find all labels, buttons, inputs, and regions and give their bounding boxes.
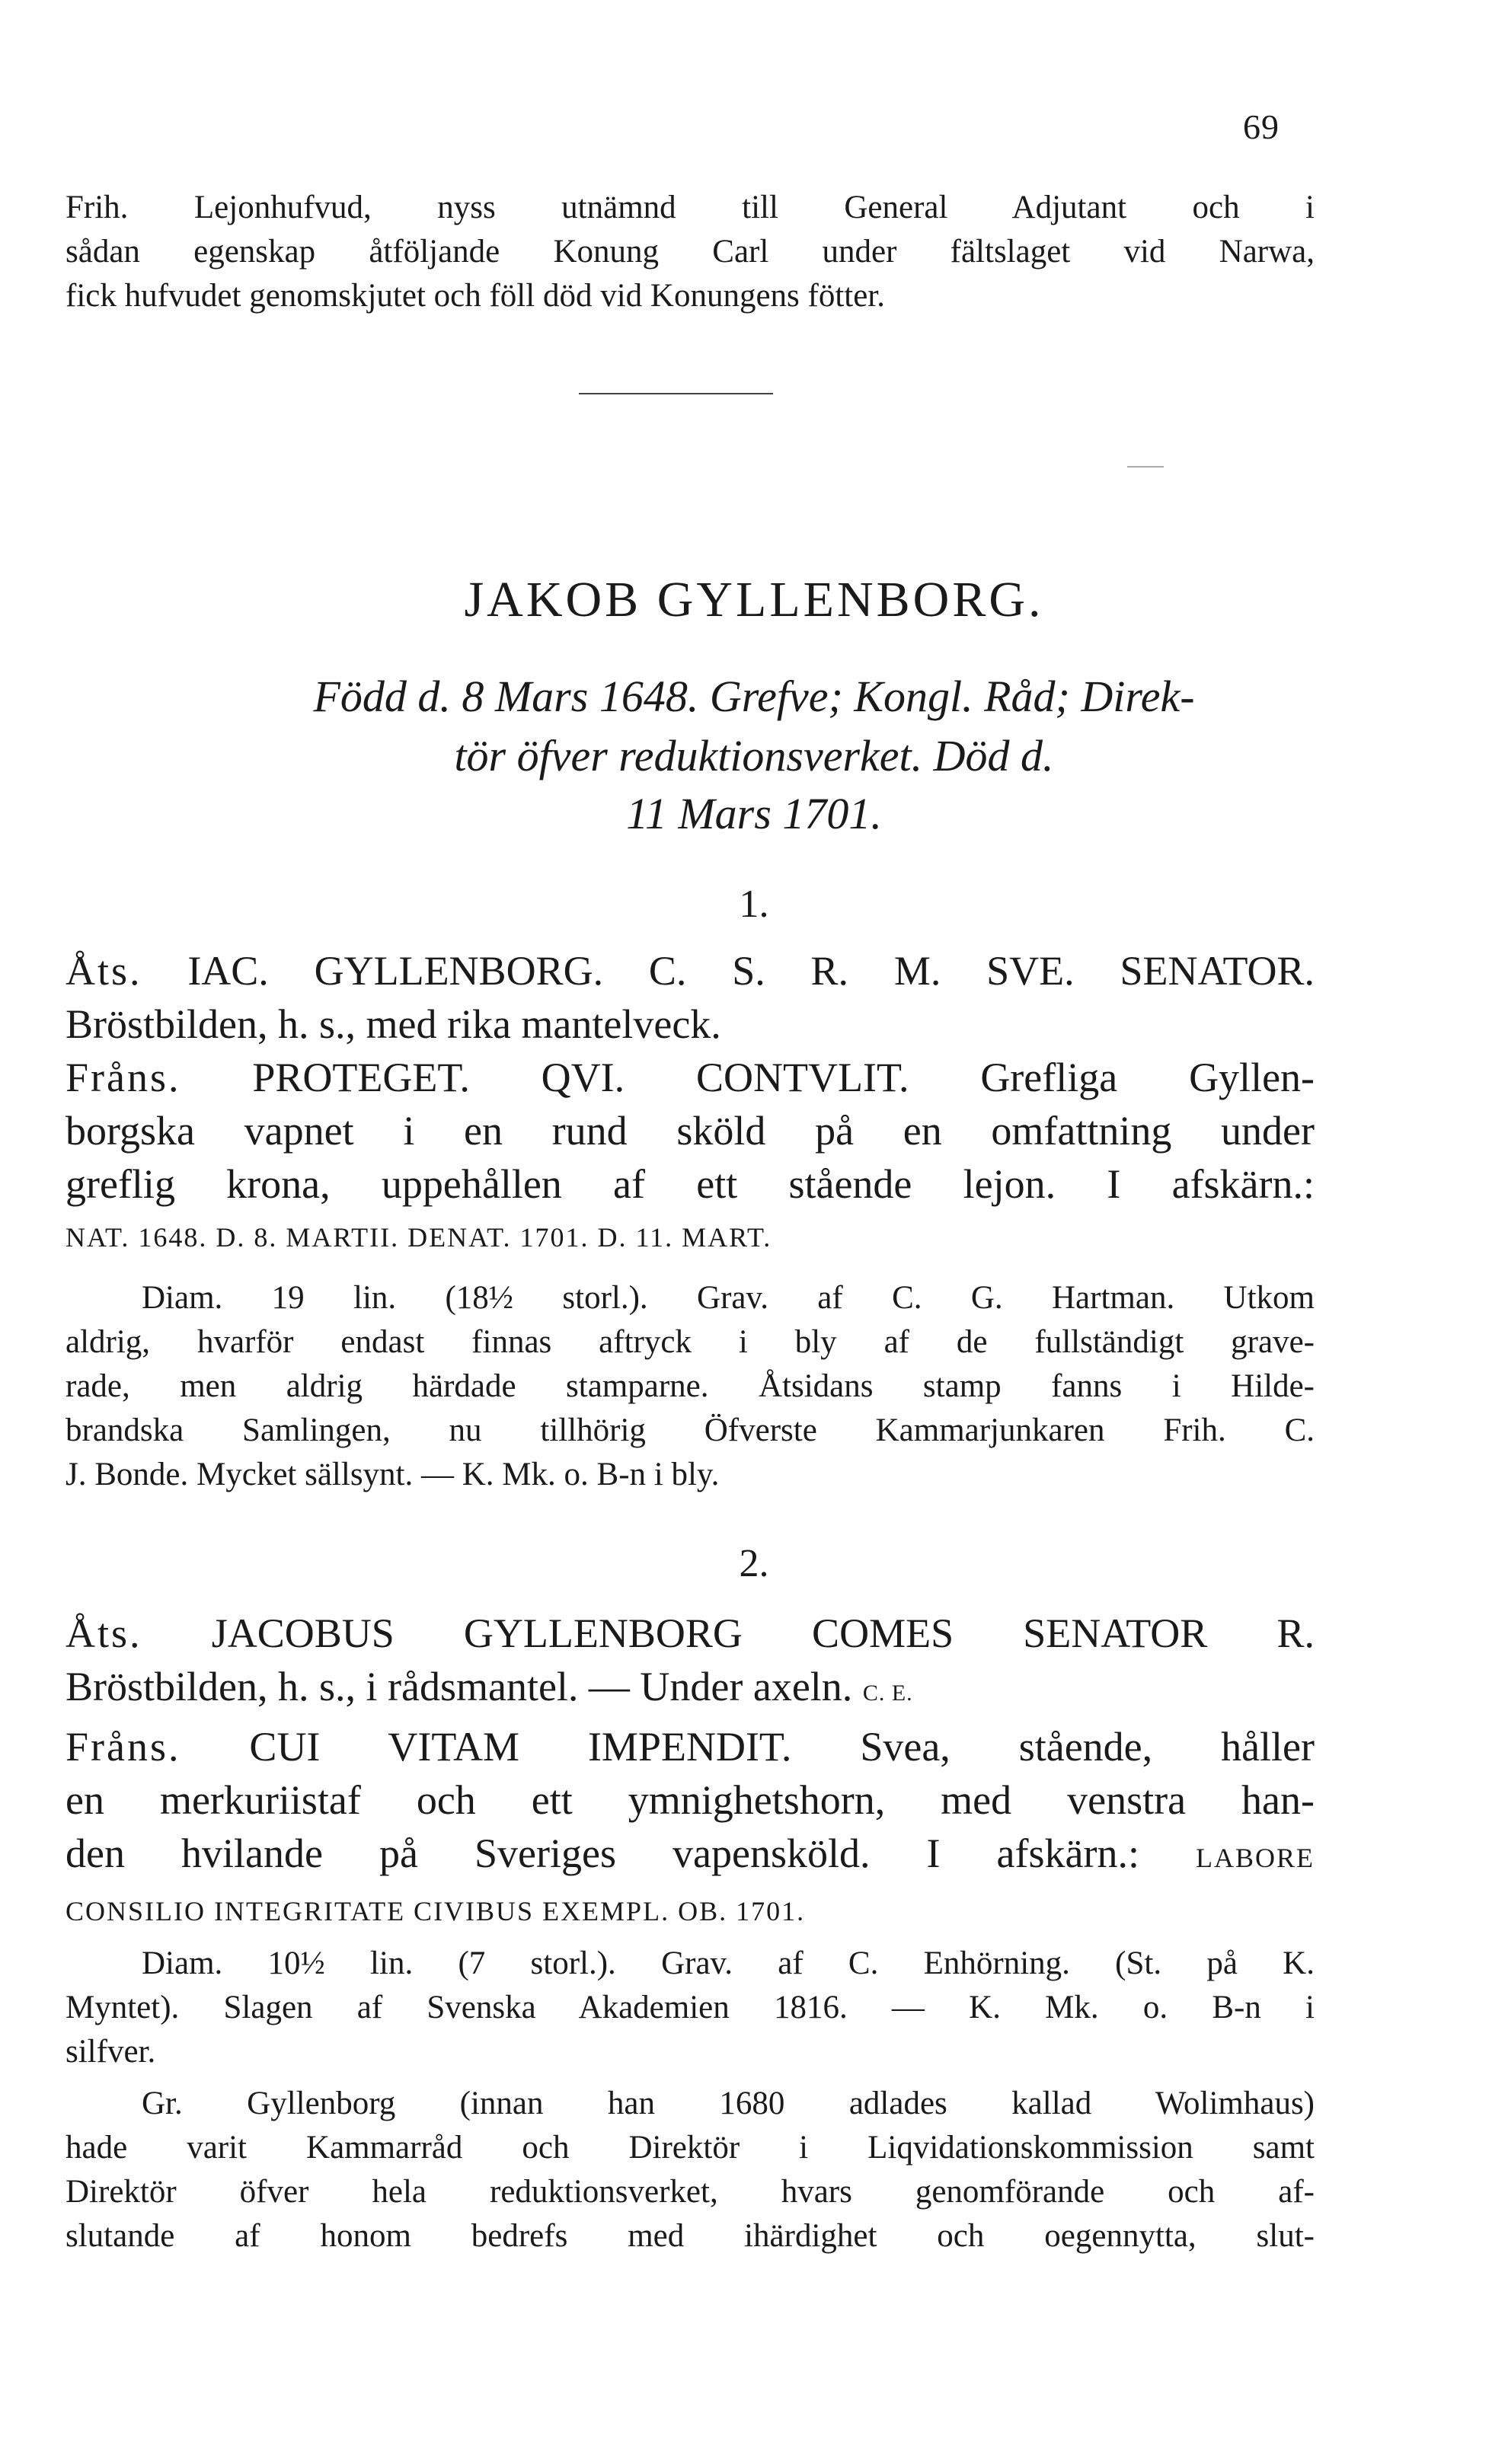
- obverse-label: Åts.: [65, 1610, 142, 1656]
- intro-line: sådan egenskap åtföljande Konung Carl under fältslaget vid Narwa,: [65, 234, 1315, 270]
- section-heading: JAKOB GYLLENBORG.: [464, 572, 1044, 627]
- medal2-reverse-line: [65, 1720, 1315, 1773]
- exergue-start: LABORE: [1196, 1843, 1315, 1873]
- bio-line: tör öfver reduktionsverket. Död d.: [454, 731, 1054, 780]
- medal2-obverse-line: [65, 1607, 1315, 1660]
- medal2-description: [65, 1607, 1315, 1938]
- closing-paragraph: [65, 2082, 1315, 2258]
- medal1-reverse-line: [65, 1051, 1315, 1104]
- medal-number: 2.: [739, 1542, 769, 1585]
- reverse-text: en merkuriistaf och ett ymnighetshorn, med venstra han-: [65, 1777, 1315, 1823]
- reverse-label: Fråns.: [65, 1055, 181, 1100]
- closing-line: slutande af honom bedrefs med ihärdighet och oegennytta, slut-: [65, 2218, 1315, 2254]
- exergue-inscription: CONSILIO INTEGRITATE CIVIBUS EXEMPL. OB. 1701.: [65, 1896, 806, 1926]
- reverse-text: borgska vapnet i en rund sköld på en omfattning under: [65, 1108, 1315, 1154]
- closing-line: hade varit Kammarråd och Direktör i Liqvidationskommission samt: [65, 2130, 1315, 2166]
- reverse-text: den hvilande på Sveriges vapensköld. I afskärn.:: [65, 1830, 1139, 1876]
- medal1-description: [65, 944, 1315, 1264]
- section-rule: [579, 393, 773, 394]
- intro-line: fick hufvudet genomskjutet och föll död vid Konungens fötter.: [65, 278, 886, 314]
- intro-paragraph: [65, 186, 1315, 318]
- reverse-text: Grefliga Gyllen-: [980, 1055, 1315, 1100]
- note-line: rade, men aldrig härdade stamparne. Åtsidans stamp fanns i Hilde-: [65, 1368, 1315, 1404]
- medal1-obverse-text: Bröstbilden, h. s., med rika mantelveck.: [65, 1001, 721, 1047]
- note-line: aldrig, hvarför endast finnas aftryck i bly af de fullständigt grave-: [65, 1324, 1315, 1360]
- note-line: brandska Samlingen, nu tillhörig Öfverste Kammarjunkaren Frih. C.: [65, 1412, 1315, 1448]
- bio-line: Född d. 8 Mars 1648. Grefve; Kongl. Råd; Direk-: [313, 672, 1195, 721]
- obverse-label: Åts.: [65, 948, 142, 994]
- note-line: Diam. 10½ lin. (7 storl.). Grav. af C. Enhörning. (St. på K.: [142, 1945, 1315, 1981]
- medal2-notes: [65, 1942, 1315, 2074]
- reverse-legend: CUI VITAM IMPENDIT.: [249, 1724, 792, 1770]
- stray-mark: [1127, 466, 1164, 468]
- note-line: Myntet). Slagen af Svenska Akademien 1816. — K. Mk. o. B-n i: [65, 1990, 1315, 2025]
- closing-line: Gr. Gyllenborg (innan han 1680 adlades kallad Wolimhaus): [142, 2086, 1315, 2121]
- obverse-legend: JACOBUS GYLLENBORG COMES SENATOR R.: [211, 1610, 1315, 1656]
- reverse-label: Fråns.: [65, 1724, 181, 1770]
- reverse-legend: PROTEGET. QVI. CONTVLIT.: [252, 1055, 909, 1100]
- reverse-text: greflig krona, uppehållen af ett stående lejon. I afskärn.:: [65, 1161, 1315, 1207]
- exergue-inscription: NAT. 1648. D. 8. MARTII. DENAT. 1701. D. 11. MART.: [65, 1222, 772, 1253]
- medal1-obverse-line: [65, 944, 1315, 997]
- closing-line: Direktör öfver hela reduktionsverket, hvars genomförande och af-: [65, 2174, 1315, 2210]
- page-number: 69: [1243, 107, 1280, 146]
- reverse-text-with-exergue: [65, 1827, 1315, 1885]
- obverse-legend: IAC. GYLLENBORG. C. S. R. M. SVE. SENATOR.: [187, 948, 1315, 994]
- note-line: Diam. 19 lin. (18½ storl.). Grav. af C. G. Hartman. Utkom: [142, 1280, 1315, 1316]
- intro-line: Frih. Lejonhufvud, nyss utnämnd till General Adjutant och i: [65, 190, 1315, 225]
- note-line: J. Bonde. Mycket sällsynt. — K. Mk. o. B-n i bly.: [65, 1457, 720, 1492]
- reverse-text: Svea, stående, håller: [860, 1724, 1315, 1770]
- note-line: silfver.: [65, 2034, 156, 2070]
- obverse-text: Bröstbilden, h. s., i rådsmantel. — Under axeln.: [65, 1664, 853, 1709]
- engraver-signature: C. E.: [862, 1680, 913, 1706]
- medal2-obverse-text: [65, 1660, 1315, 1720]
- bio-line: 11 Mars 1701.: [626, 789, 882, 838]
- medal1-notes: [65, 1276, 1315, 1497]
- medal-number: 1.: [739, 883, 769, 926]
